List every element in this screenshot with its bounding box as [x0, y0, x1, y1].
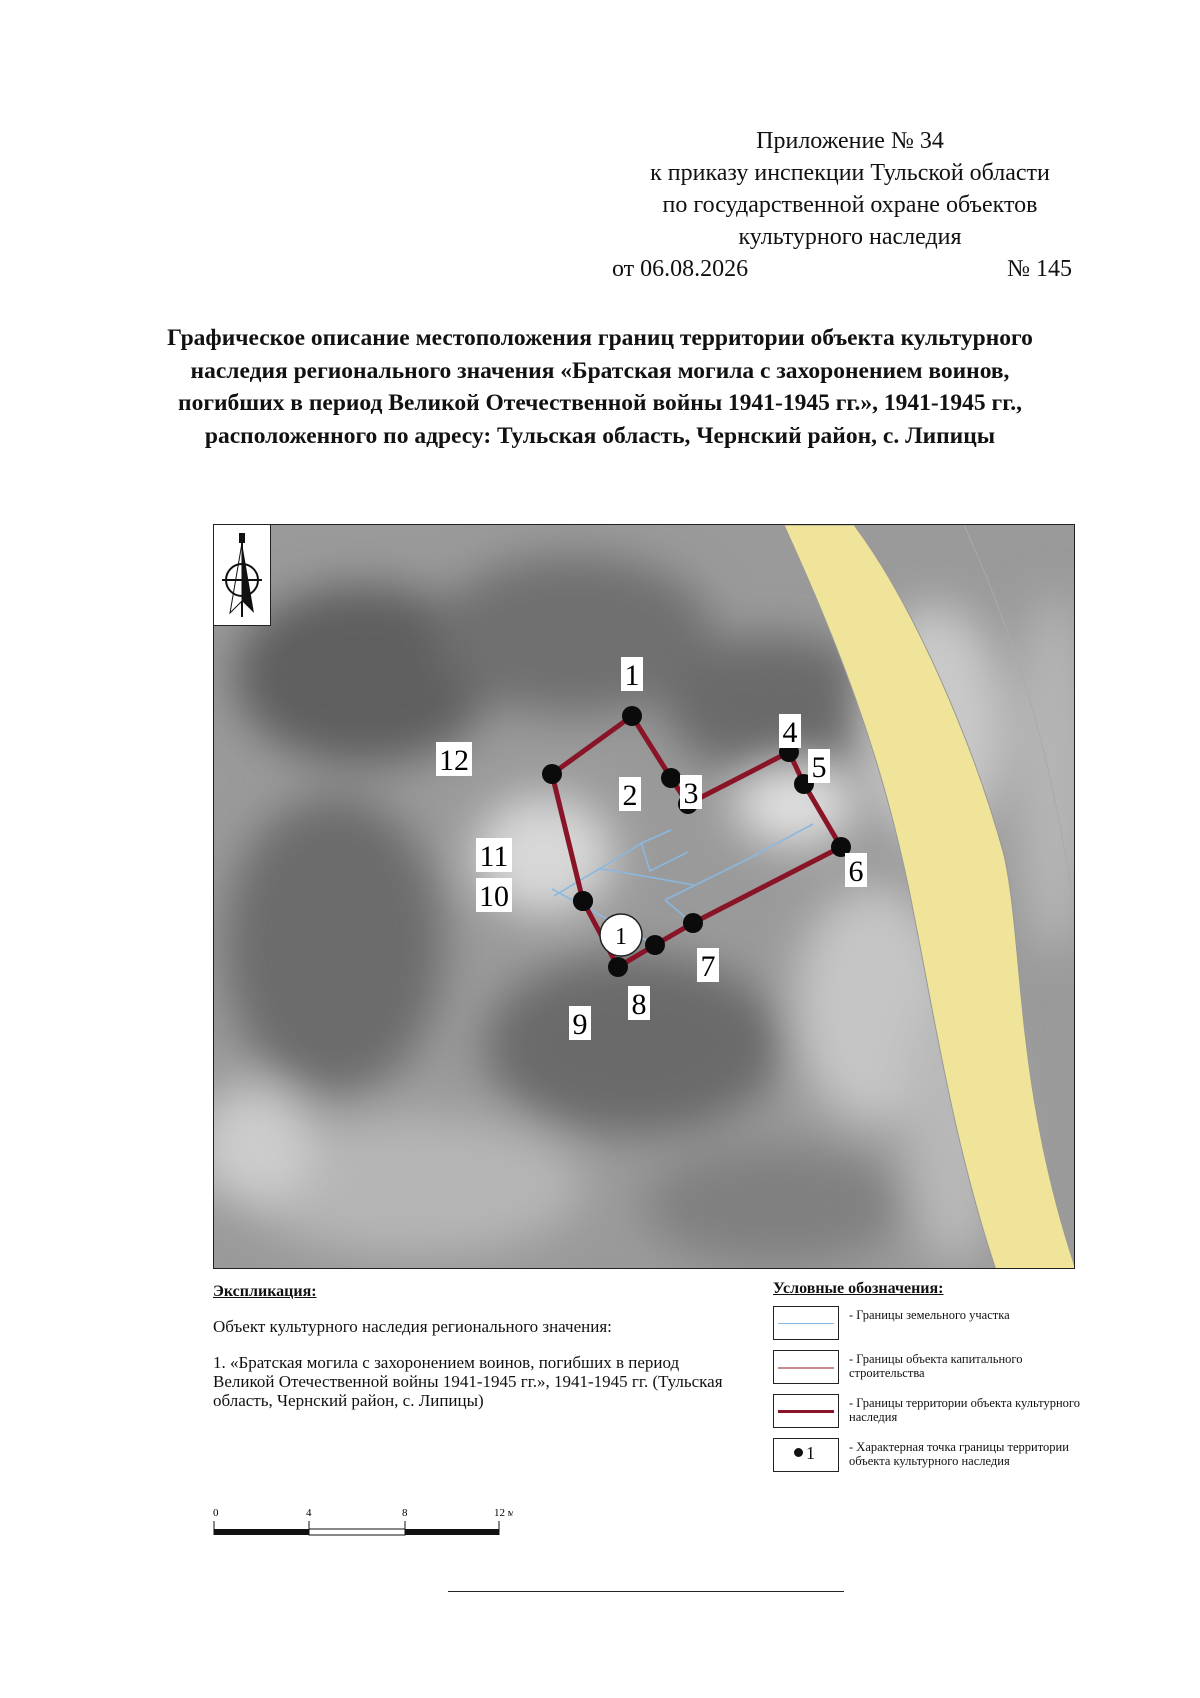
point-label-5: 5	[811, 751, 827, 784]
legend-symbol-building	[773, 1350, 839, 1384]
explication-item: 1. «Братская могила с захоронением воинов, погибших в период Великой Отечественной войны 1941-1945 гг.», 1941-1945 гг. (Тульская область, Чернский район, с. Липицы)	[213, 1353, 723, 1410]
order-reference: к приказу инспекции Тульской области	[650, 160, 1050, 186]
boundary-point-9	[608, 957, 628, 977]
document-title: Графическое описание местоположения границ территории объекта культурного наследия регионального значения «Братская могила с захоронением воинов, погибших в период Великой Отечественной войны 1941-1945 гг.», 1941-1945 гг., расположенного по адресу: Тульская область, Чернский район, с. Липицы	[167, 325, 1033, 449]
scale-bar-graphic	[213, 1505, 513, 1555]
legend-symbol-point	[773, 1438, 839, 1472]
boundary-point-8	[645, 935, 665, 955]
explication-heading: Экспликация:	[213, 1283, 317, 1300]
legend-item-point	[773, 1438, 1083, 1472]
north-arrow-icon	[214, 525, 269, 624]
legend-symbol-heritage	[773, 1394, 839, 1428]
point-label-1: 1	[624, 659, 640, 692]
explication-subtitle: Объект культурного наследия регионального значения:	[213, 1317, 612, 1336]
point-label-4: 4	[782, 716, 798, 749]
point-dot-icon	[794, 1448, 803, 1457]
object-marker-label: 1	[615, 924, 627, 950]
point-symbol-label: 1	[806, 1443, 815, 1463]
map-frame	[213, 524, 1075, 1269]
legend-item-building	[773, 1350, 1083, 1384]
boundary-point-7	[683, 913, 703, 933]
point-label-2: 2	[622, 779, 638, 812]
legend-text: - Границы территории объекта культурного наследия	[849, 1396, 1080, 1424]
point-label-7: 7	[700, 950, 716, 983]
point-label-9: 9	[572, 1008, 588, 1041]
legend-text: - Характерная точка границы территории объекта культурного наследия	[849, 1440, 1069, 1468]
boundary-point-1	[622, 706, 642, 726]
legend-item-parcel	[773, 1306, 1083, 1340]
scale-tick-8: 8	[402, 1507, 408, 1519]
point-label-8: 8	[631, 988, 647, 1021]
scale-tick-12: 12 м	[494, 1507, 513, 1519]
point-label-6: 6	[848, 855, 864, 888]
order-number: № 145	[1007, 256, 1072, 282]
order-reference-3: культурного наследия	[738, 224, 962, 250]
order-reference-2: по государственной охране объектов	[662, 192, 1038, 218]
appendix-header	[590, 125, 1110, 285]
order-date: от 06.08.2026	[612, 256, 749, 282]
boundary-point-11	[573, 891, 593, 911]
appendix-number: Приложение № 34	[756, 128, 944, 154]
north-arrow-box	[213, 524, 271, 626]
point-label-11: 11	[479, 840, 509, 873]
order-date-row	[590, 253, 1110, 285]
map-canvas	[214, 525, 1075, 1269]
boundary-point-12	[542, 764, 562, 784]
legend	[773, 1282, 1083, 1482]
boundary-point-2	[661, 768, 681, 788]
legend-symbol-parcel	[773, 1306, 839, 1340]
point-label-12: 12	[439, 744, 469, 777]
legend-text: - Границы объекта капитального строительства	[849, 1352, 1023, 1380]
point-label-3: 3	[683, 777, 699, 810]
legend-heading: Условные обозначения:	[773, 1280, 944, 1297]
point-label-10: 10	[479, 880, 509, 913]
legend-item-heritage	[773, 1394, 1083, 1428]
signature-line	[448, 1591, 844, 1592]
scale-bar	[213, 1505, 513, 1555]
legend-text: - Границы земельного участка	[849, 1308, 1010, 1322]
scale-tick-0: 0	[213, 1507, 219, 1519]
explication	[213, 1282, 733, 1410]
scale-tick-4: 4	[306, 1507, 312, 1519]
